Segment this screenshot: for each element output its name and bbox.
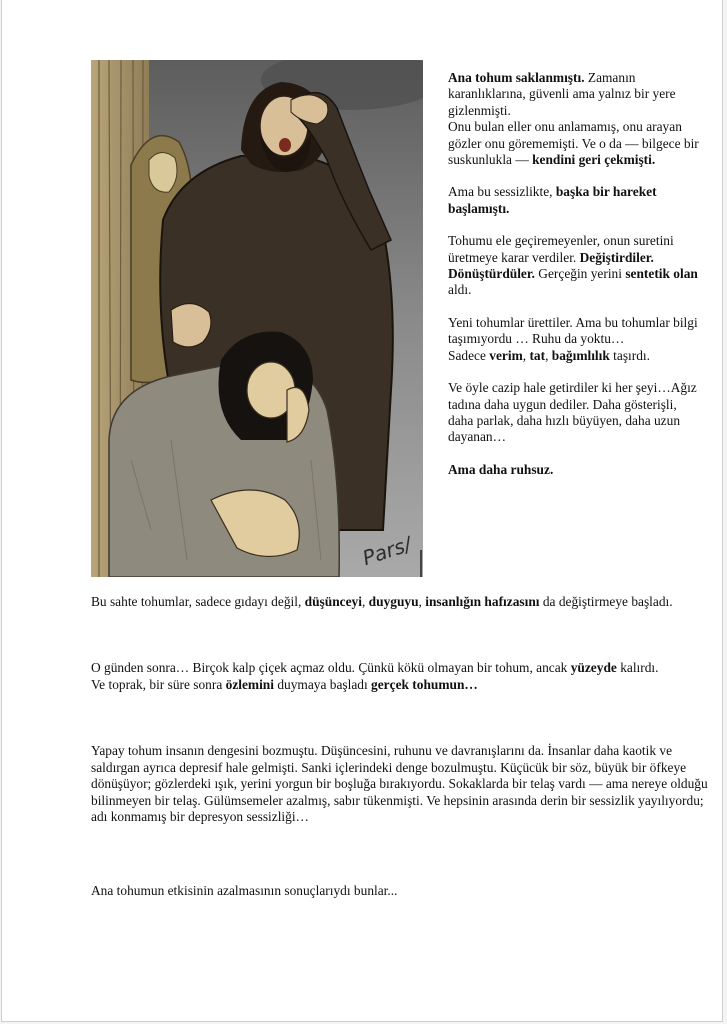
bold-text: yüzeyde [570, 660, 617, 675]
text-run: Ama bu sessizlikte, [448, 184, 556, 200]
bold-text: sentetik olan [625, 266, 698, 282]
text-run: , [361, 594, 369, 609]
text-run: Gerçeğin yerini [534, 266, 626, 282]
illustration-signature: Pars/ [359, 531, 415, 571]
body-paragraph [91, 594, 719, 611]
text-run: Yeni tohumlar ürettiler. Ama bu tohumlar bilgi taşımıyordu … Ruhu da yoktu… [448, 314, 698, 347]
bold-text: kendini geri çekmişti. [532, 152, 656, 168]
text-run: Ve toprak, bir süre sonra [91, 676, 226, 692]
bold-text: bağımlılık [551, 347, 610, 363]
bold-text: gerçek tohumun… [371, 676, 478, 692]
text-run: , [522, 347, 530, 363]
bold-text: başka bir hareket başlamıştı. [448, 184, 657, 216]
text-run: O günden sonra… Birçok kalp çiçek açmaz oldu. Çünkü kökü olmayan bir tohum, ancak [91, 660, 571, 675]
body-paragraph [91, 743, 719, 826]
text-run: da değiştirmeye başladı. [539, 594, 673, 609]
story-illustration [91, 60, 423, 577]
bold-text: verim [489, 347, 523, 363]
body-paragraph [91, 660, 719, 693]
text-run: , [418, 594, 426, 609]
side-text-column [448, 70, 700, 494]
side-paragraph [448, 462, 700, 478]
illustration-drawing [91, 60, 423, 577]
text-run: Yapay tohum insanın dengesini bozmuştu. Düşüncesini, ruhunu ve davranışlarını da. İnsanlar daha kaotik ve saldırgan ayrıca depresif hale gelmişti. Sanki içlerindeki denge bozulmuştu. Küçücük bir söz, büyük bir öfkeye dönüşüyor; gözlerdeki ışık, yerini yorgun bir boşluğa bırakıyordu. Sokaklarda bir telaş vardı — ama nereye olduğu bilinmeyen bir telaş. Gülümsemeler azalmış, sabır tükenmişti. Ve hepsinin arasında derin bir sessizlik yayılıyordu; adı konmamış bir depresyon sessizliği… [91, 743, 708, 825]
text-run: kalırdı. [616, 660, 659, 675]
bold-text: duyguyu [368, 594, 419, 609]
bold-text: tat [529, 347, 546, 363]
side-paragraph [448, 233, 700, 299]
text-run: Zamanın karanlıklarına, güvenli ama yalnız bir yere gizlenmişti. [448, 70, 676, 118]
text-run: Onu bulan eller onu anlamamış, onu arayan gözler onu görememişti. Ve o da — bilgece bir suskunlukla — [448, 119, 699, 168]
text-run: Bu sahte tohumlar, sadece gıdayı değil, [91, 594, 305, 609]
bold-text: Değiştirdiler. Dönüştürdüler. [448, 249, 654, 282]
body-paragraph [91, 883, 719, 900]
document-page [1, 0, 723, 1022]
text-run: duymaya başladı [273, 676, 372, 692]
text-run: , [545, 347, 552, 363]
side-paragraph [448, 70, 700, 168]
bold-text: Ama daha ruhsuz. [448, 461, 554, 477]
side-paragraph [448, 380, 700, 446]
text-run: Sadece [448, 347, 490, 363]
text-run: Ana tohumun etkisinin azalmasının sonuçlarıydı bunlar... [91, 883, 398, 898]
side-paragraph [448, 315, 700, 364]
text-run: taşırdı. [609, 347, 650, 363]
text-run: Ve öyle cazip hale getirdiler ki her şeyi…Ağız tadına daha uygun dediler. Daha gösterişli, daha parlak, daha hızlı büyüyen, daha uzun dayanan… [448, 380, 697, 445]
text-run: Tohumu ele geçiremeyenler, onun suretini üretmeye karar verdiler. [448, 233, 674, 265]
bold-text: özlemini [225, 676, 274, 692]
text-run: aldı. [448, 282, 472, 298]
bold-text: düşünceyi [304, 594, 362, 609]
bold-text: insanlığın hafızasını [425, 594, 540, 609]
bold-text: Ana tohum saklanmıştı. [448, 70, 585, 85]
side-paragraph [448, 184, 700, 217]
